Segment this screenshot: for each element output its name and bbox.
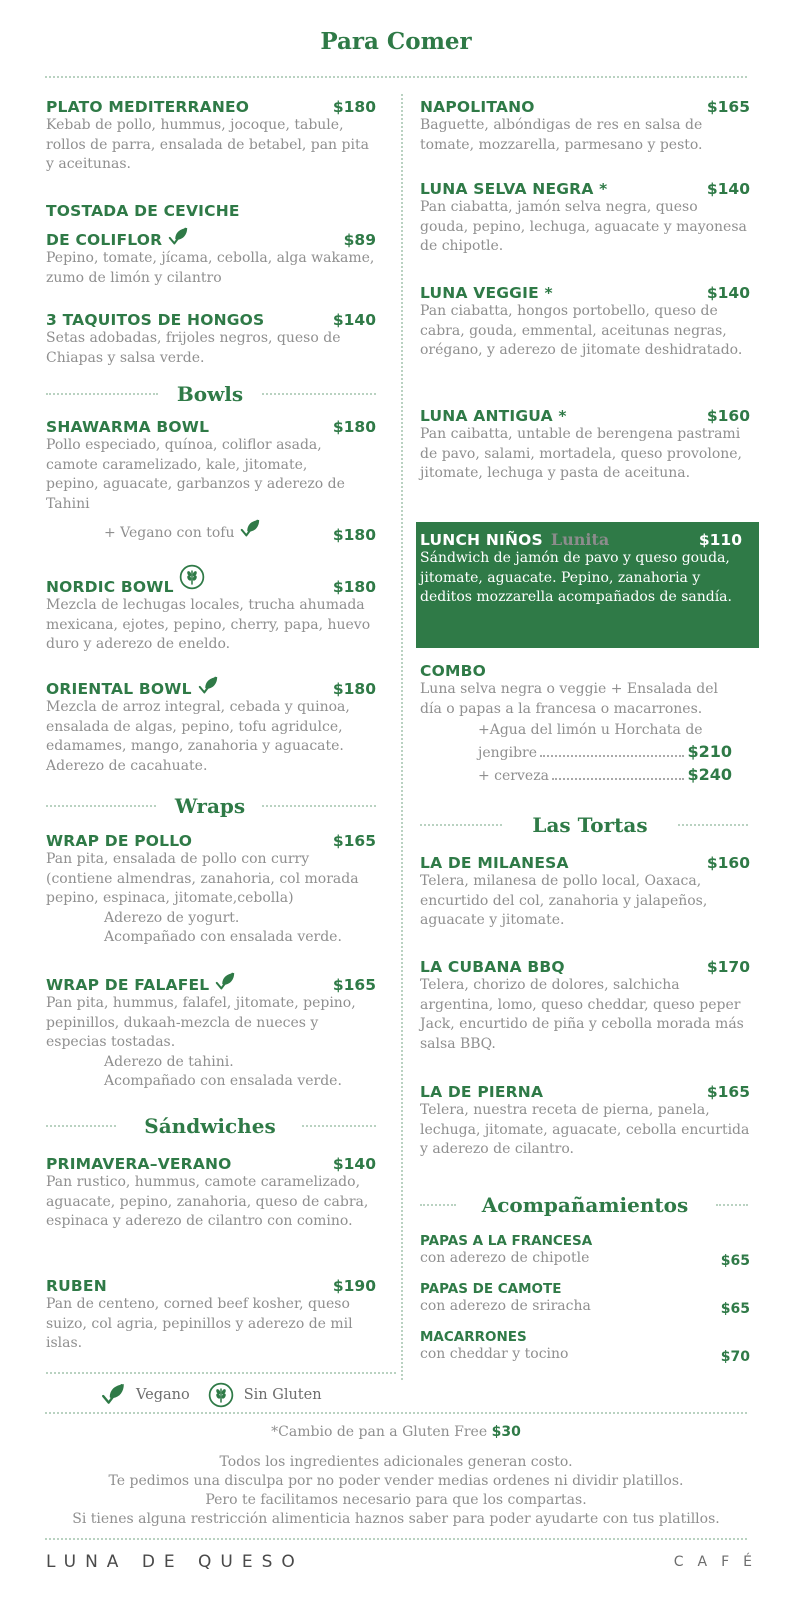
section-title-bowls: Bowls — [176, 382, 244, 406]
section-line-right — [302, 1125, 376, 1127]
side-description: con cheddar y tocino — [420, 1346, 569, 1362]
side-name: PAPAS DE CAMOTE — [420, 1281, 562, 1297]
item-price: $89 — [343, 231, 376, 249]
footer-line-4: Si tienes alguna restricción alimenticia haznos saber para poder ayudarte con tus platillos. — [72, 1511, 720, 1527]
item-name-line1: TOSTADA DE CEVICHE — [46, 202, 240, 220]
item-price: $165 — [706, 98, 750, 116]
item-price: $170 — [706, 958, 750, 976]
section-title-wraps: Wraps — [174, 794, 246, 818]
menu-item-nordic-bowl — [46, 564, 376, 655]
side-papas-camote — [420, 1281, 750, 1317]
item-description: Pan de centeno, corned beef kosher, queso suizo, col agria, pepinillos y aderezo de mil islas. — [46, 1296, 353, 1351]
item-name: 3 TAQUITOS DE HONGOS — [46, 311, 265, 329]
top-divider — [45, 76, 747, 78]
item-description: Pan ciabatta, jamón selva negra, queso gouda, pepino, lechuga, aguacate y mayonesa de chipotle. — [420, 199, 747, 254]
item-price: $160 — [706, 407, 750, 425]
item-description: Baguette, albóndigas de res en salsa de tomate, mozzarella, parmesano y pesto. — [420, 117, 703, 153]
item-description: Pan ciabatta, hongos portobello, queso de cabra, gouda, emmental, aceitunas negras, orégano, y aderezo de jitomate deshidratado. — [420, 303, 743, 358]
item-price: $140 — [706, 180, 750, 198]
side-price: $65 — [720, 1252, 750, 1269]
item-description: Pollo especiado, quínoa, coliflor asada, camote caramelizado, kale, jitomate, pepino, aguacate, garbanzos y aderezo de Tahini — [46, 437, 345, 512]
column-divider — [401, 94, 403, 1380]
gluten-free-note-price: $30 — [491, 1424, 521, 1440]
item-description: Telera, milanesa de pollo local, Oaxaca, encurtido del col, zanahoria y jalapeños, aguacate y jitomate. — [420, 873, 708, 928]
item-name-line2: DE COLIFLOR — [46, 231, 163, 249]
side-name: MACARRONES — [420, 1329, 527, 1345]
item-name: SHAWARMA BOWL — [46, 418, 210, 436]
menu-item-shawarma-bowl — [46, 418, 376, 544]
vegan-icon — [214, 971, 236, 993]
section-line-left — [46, 805, 156, 807]
section-title-acompanamientos: Acompañamientos — [481, 1193, 689, 1217]
item-sub-dressing: Aderezo de yogurt. — [104, 909, 240, 926]
legend-vegan-label: Vegano — [136, 1387, 190, 1403]
combo-option-drink-end: jengibre — [478, 745, 538, 761]
item-price: $180 — [332, 578, 376, 596]
footer-divider-bottom — [45, 1538, 747, 1540]
item-price: $165 — [706, 1083, 750, 1101]
item-price: $160 — [706, 854, 750, 872]
combo-option-drink-line: +Agua del limón u Horchata de — [478, 722, 703, 738]
menu-item-napolitano — [420, 98, 750, 155]
combo-option-beer: + cerveza — [478, 768, 549, 784]
item-name: LUNA VEGGIE * — [420, 284, 553, 302]
item-price: $140 — [332, 311, 376, 329]
footer-line-3: Pero te facilitamos necesario para que los compartas. — [205, 1492, 587, 1508]
item-script-name: Lunita — [550, 530, 610, 549]
item-sub-side: Acompañado con ensalada verde. — [104, 1073, 342, 1089]
item-name: LA DE PIERNA — [420, 1083, 544, 1101]
item-name: PRIMAVERA–VERANO — [46, 1155, 232, 1173]
side-price: $65 — [720, 1300, 750, 1317]
legend-divider — [46, 1372, 396, 1374]
menu-item-luna-veggie — [420, 284, 750, 361]
item-description: Telera, chorizo de dolores, salchicha argentina, lomo, queso cheddar, queso peper Jack, encurtido de piña y cebolla morada más salsa BBQ. — [420, 977, 744, 1052]
item-price: $180 — [332, 98, 376, 116]
item-description: Setas adobadas, frijoles negros, queso de Chiapas y salsa verde. — [46, 330, 341, 366]
menu-item-wrap-falafel — [46, 971, 376, 1092]
brand-tagline: CAFÉ — [673, 1554, 766, 1570]
combo-option-drink-price: $210 — [687, 742, 732, 761]
menu-item-oriental-bowl — [46, 675, 376, 776]
section-line-right — [262, 805, 376, 807]
gluten-free-icon — [208, 1382, 234, 1408]
item-name: WRAP DE FALAFEL — [46, 976, 210, 994]
footer-line-1: Todos los ingredientes adicionales generan costo. — [219, 1454, 573, 1470]
side-price: $70 — [720, 1348, 750, 1365]
menu-item-la-de-pierna — [420, 1083, 750, 1160]
gluten-free-note — [0, 1423, 792, 1442]
section-title-sandwiches: Sándwiches — [144, 1114, 276, 1138]
item-name: LA DE MILANESA — [420, 854, 569, 872]
item-description: Pan rustico, hummus, camote caramelizado, aguacate, pepino, zanahoria, queso de cabra, espinaca y aderezo de cilantro con comino. — [46, 1174, 369, 1229]
section-line-right — [716, 1204, 748, 1206]
footer-line-2: Te pedimos una disculpa por no poder vender medias ordenes ni dividir platillos. — [108, 1473, 684, 1489]
menu-item-luna-antigua — [420, 407, 750, 484]
section-line-left — [420, 1204, 456, 1206]
vegan-icon — [239, 518, 261, 540]
legend-gluten-free-label: Sin Gluten — [243, 1387, 322, 1403]
item-description: Mezcla de arroz integral, cebada y quinoa, ensalada de algas, pepino, tofu agridulce, edamames, mango, zanahoria y aguacate. Aderezo de cacahuate. — [46, 699, 350, 774]
section-line-left — [46, 393, 158, 395]
section-line-right — [262, 393, 376, 395]
item-description: Pan caibatta, untable de berengena pastrami de pavo, salami, mortadela, queso provolone, jitomate, lechuga y pasta de aceituna. — [420, 426, 742, 481]
item-name: LUNA ANTIGUA * — [420, 407, 567, 425]
menu-item-la-cubana-bbq — [420, 958, 750, 1054]
item-sub-dressing: Aderezo de tahini. — [104, 1053, 234, 1070]
menu-item-luna-selva-negra — [420, 180, 750, 257]
legend — [100, 1382, 322, 1408]
menu-item-la-de-milanesa — [420, 854, 750, 931]
item-price: $140 — [706, 284, 750, 302]
vegan-icon — [100, 1382, 126, 1408]
footer-divider — [45, 1412, 747, 1414]
item-price: $140 — [332, 1155, 376, 1173]
section-line-right — [678, 824, 748, 826]
lunch-ninos-box — [416, 522, 759, 648]
item-price: $180 — [332, 680, 376, 698]
side-description: con aderezo de sriracha — [420, 1298, 591, 1314]
menu-item-primavera-verano — [46, 1155, 376, 1232]
item-name: LUNA SELVA NEGRA * — [420, 180, 608, 198]
vegan-icon — [197, 675, 219, 697]
section-line-left — [420, 824, 502, 826]
item-description: Mezcla de lechugas locales, trucha ahumada mexicana, ejotes, pepino, cherry, papa, huevo duro y aderezo de eneldo. — [46, 597, 371, 652]
item-price: $165 — [332, 832, 376, 850]
page-title: Para Comer — [320, 28, 472, 55]
item-price: $180 — [332, 418, 376, 436]
item-option: + Vegano con tofu — [104, 525, 235, 541]
item-description: Pepino, tomate, jícama, cebolla, alga wakame, zumo de limón y cilantro — [46, 250, 375, 286]
item-name: ORIENTAL BOWL — [46, 680, 192, 698]
brand-name: LUNA DE QUESO — [46, 1552, 304, 1572]
menu-item-wrap-pollo — [46, 832, 376, 948]
item-name: COMBO — [420, 662, 486, 680]
item-name: NAPOLITANO — [420, 98, 535, 116]
menu-item-combo — [420, 662, 750, 788]
item-name: RUBEN — [46, 1277, 107, 1295]
item-name: LUNCH NIÑOS — [420, 531, 543, 549]
option-price: $180 — [332, 525, 376, 544]
item-name: LA CUBANA BBQ — [420, 958, 565, 976]
item-description: Kebab de pollo, hummus, jocoque, tabule, rollos de parra, ensalada de betabel, pan pita y aceitunas. — [46, 117, 369, 172]
item-sub-side: Acompañado con ensalada verde. — [104, 929, 342, 945]
item-description: Telera, nuestra receta de pierna, panela, lechuga, jitomate, aguacate, cebolla encurtida y aderezo de cilantro. — [420, 1102, 750, 1157]
item-description: Pan pita, hummus, falafel, jitomate, pepino, pepinillos, dukaah-mezcla de nueces y especias tostadas. — [46, 995, 356, 1050]
menu-item-plato-mediterraneo — [46, 98, 376, 175]
side-macarrones — [420, 1329, 750, 1365]
menu-item-ruben — [46, 1277, 376, 1354]
section-title-tortas: Las Tortas — [532, 813, 648, 837]
section-line-left — [46, 1125, 116, 1127]
item-price: $165 — [332, 976, 376, 994]
item-name: PLATO MEDITERRANEO — [46, 98, 250, 116]
gluten-free-icon — [179, 564, 205, 590]
vegan-icon — [167, 226, 189, 248]
item-description: Luna selva negra o veggie + Ensalada del día o papas a la francesa o macarrones. — [420, 681, 718, 717]
item-price: $190 — [332, 1277, 376, 1295]
side-name: PAPAS A LA FRANCESA — [420, 1233, 593, 1249]
item-name: NORDIC BOWL — [46, 578, 174, 596]
item-price: $110 — [698, 531, 742, 549]
combo-option-beer-price: $240 — [687, 765, 732, 784]
item-name: WRAP DE POLLO — [46, 832, 193, 850]
menu-item-tostada-ceviche — [46, 202, 376, 288]
gluten-free-note-text: *Cambio de pan a Gluten Free — [271, 1424, 488, 1440]
item-description: Pan pita, ensalada de pollo con curry (contiene almendras, zanahoria, col morada pepino, espinaca, jitomate,cebolla) — [46, 851, 359, 906]
side-papas-francesa — [420, 1233, 750, 1269]
menu-item-taquitos-hongos — [46, 311, 376, 368]
side-description: con aderezo de chipotle — [420, 1250, 590, 1266]
item-description: Sándwich de jamón de pavo y queso gouda, jitomate, aguacate. Pepino, zanahoria y deditos mozzarella acompañados de sandía. — [420, 550, 732, 605]
